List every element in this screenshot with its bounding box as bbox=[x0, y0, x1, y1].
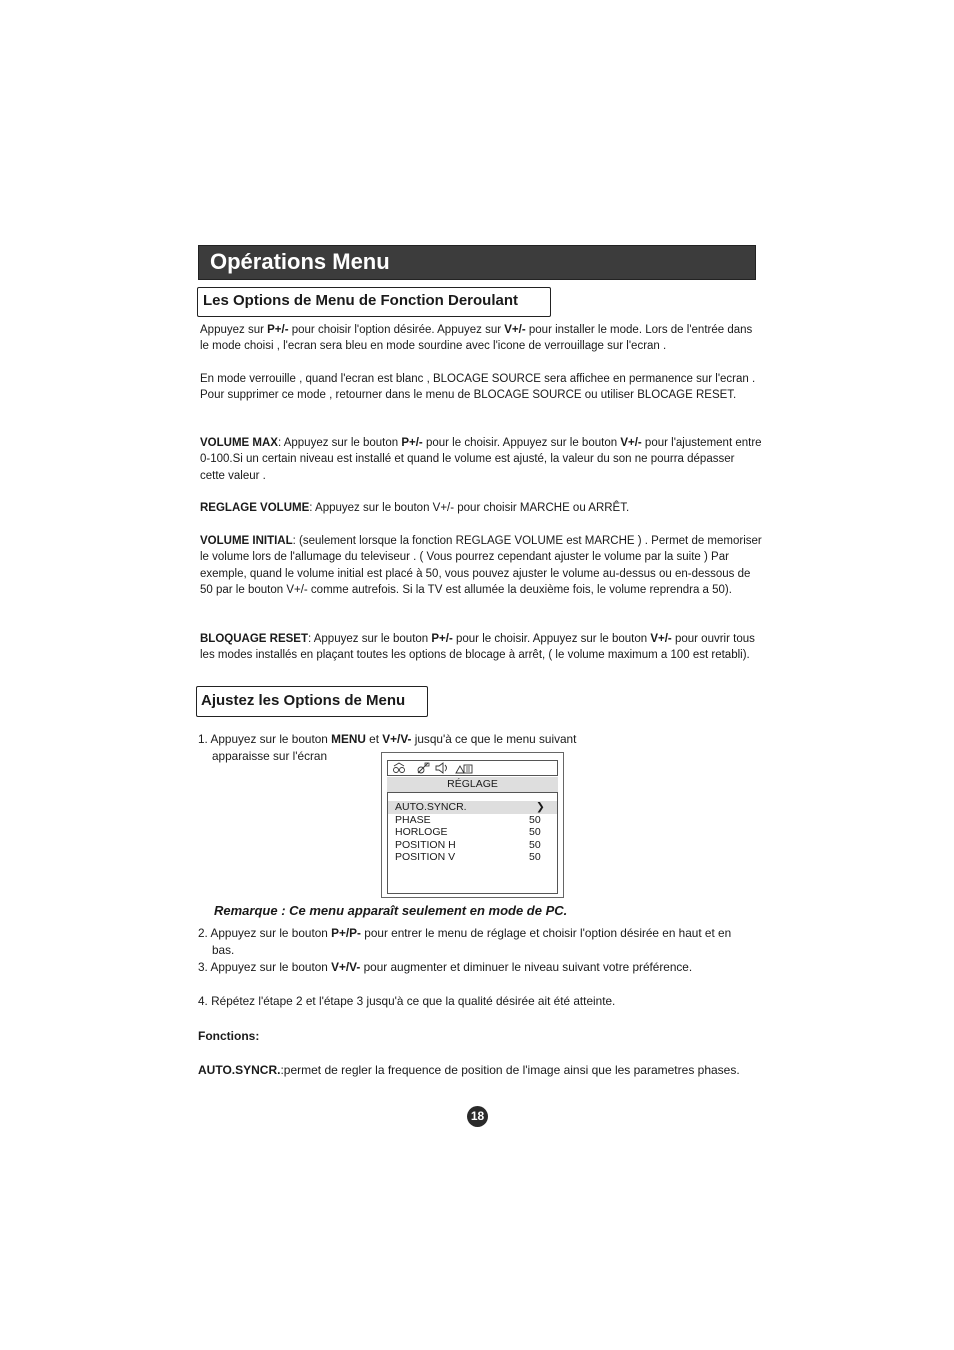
osd-list bbox=[387, 792, 558, 894]
osd-header: RÉGLAGE bbox=[387, 777, 558, 792]
osd-item-auto-syncr: AUTO.SYNCR. ❯ bbox=[388, 801, 557, 814]
page-title: Opérations Menu bbox=[210, 249, 390, 274]
page-number-badge: 18 bbox=[467, 1106, 488, 1127]
step-2: 2. Appuyez sur le bouton P+/P- pour entrer le menu de réglage et choisir l'option désirée en haut et en bas. bbox=[198, 926, 732, 957]
fonctions-heading: Fonctions: bbox=[198, 1029, 260, 1043]
osd-item-phase: PHASE 50 bbox=[395, 814, 541, 826]
page-title-bar bbox=[198, 245, 756, 280]
intro-paragraph: Appuyez sur P+/- pour choisir l'option désirée. Appuyez sur V+/- pour installer le mode. Lors de l'entrée dans le mode choisi , l'ecran sera bleu en mode sourdine avec l'icone de verrouillage sur l'ecran . bbox=[200, 324, 753, 353]
autosync-paragraph: AUTO.SYNCR.:permet de regler la frequence de position de l'image ainsi que les parametres phases. bbox=[198, 1063, 740, 1077]
volume-max-paragraph: VOLUME MAX: Appuyez sur le bouton P+/- pour le choisir. Appuyez sur le bouton V+/- pour l'ajustement entre 0-100.Si un certain niveau est installé et quand le volume est ajusté, la valeur du son ne pourra dépasser cette valeur . bbox=[200, 437, 762, 482]
step-1: 1. Appuyez sur le bouton MENU et V+/V- jusqu'à ce que le menu suivant apparaisse sur l'écran bbox=[198, 732, 577, 763]
sound-icon bbox=[435, 762, 449, 774]
chevron-right-icon: ❯ bbox=[536, 801, 545, 813]
section-heading-adjust: Ajustez les Options de Menu bbox=[196, 686, 428, 717]
reglage-volume-paragraph: REGLAGE VOLUME: Appuyez sur le bouton V+/- pour choisir MARCHE ou ARRÊT. bbox=[200, 502, 630, 514]
volume-initial-paragraph: VOLUME INITIAL: (seulement lorsque la fonction REGLAGE VOLUME est MARCHE ) . Permet de memoriser le volume lors de l'allumage du televiseur . ( Vous pourrez cependant ajuster le volume par la suite ) Par exemple, quand le volume initial est placé à 50, vous pouvez ajuster le volume au-dessus ou en-dessous de 50 par le bouton V+/- comme autrefois. Si la TV est allumée la deuxième fois, le volume reprendra a 50). bbox=[200, 535, 762, 597]
section-heading-options: Les Options de Menu de Fonction Deroulant bbox=[197, 287, 551, 317]
step-3: 3. Appuyez sur le bouton V+/V- pour augmenter et diminuer le niveau suivant votre préférence. bbox=[198, 960, 693, 974]
remark-note: Remarque : Ce menu apparaît seulement en mode de PC. bbox=[214, 903, 568, 918]
osd-item-position-v: POSITION V 50 bbox=[395, 851, 541, 863]
osd-menu-illustration bbox=[381, 752, 564, 898]
osd-item-position-h: POSITION H 50 bbox=[395, 839, 541, 851]
step-4: 4. Répétez l'étape 2 et l'étape 3 jusqu'à ce que la qualité désirée ait été atteinte. bbox=[198, 994, 616, 1008]
settings-icon bbox=[416, 762, 430, 774]
intro-paragraph-2: En mode verrouille , quand l'ecran est blanc , BLOCAGE SOURCE sera affichee en permanence sur l'ecran . Pour supprimer ce mode , retourner dans le menu de BLOCAGE SOURCE ou utiliser BLOCAGE RESET. bbox=[200, 373, 756, 402]
osd-icon-bar bbox=[387, 760, 558, 776]
bloquage-reset-paragraph: BLOQUAGE RESET: Appuyez sur le bouton P+/- pour le choisir. Appuyez sur le bouton V+/- pour ouvrir tous les modes installés en plaçant toutes les options de blocage à arrêt, ( le volume maximum a 100 est retabli). bbox=[200, 633, 755, 662]
picture-icon bbox=[392, 762, 406, 774]
tools-icon bbox=[455, 762, 473, 774]
osd-item-horloge: HORLOGE 50 bbox=[395, 826, 541, 838]
